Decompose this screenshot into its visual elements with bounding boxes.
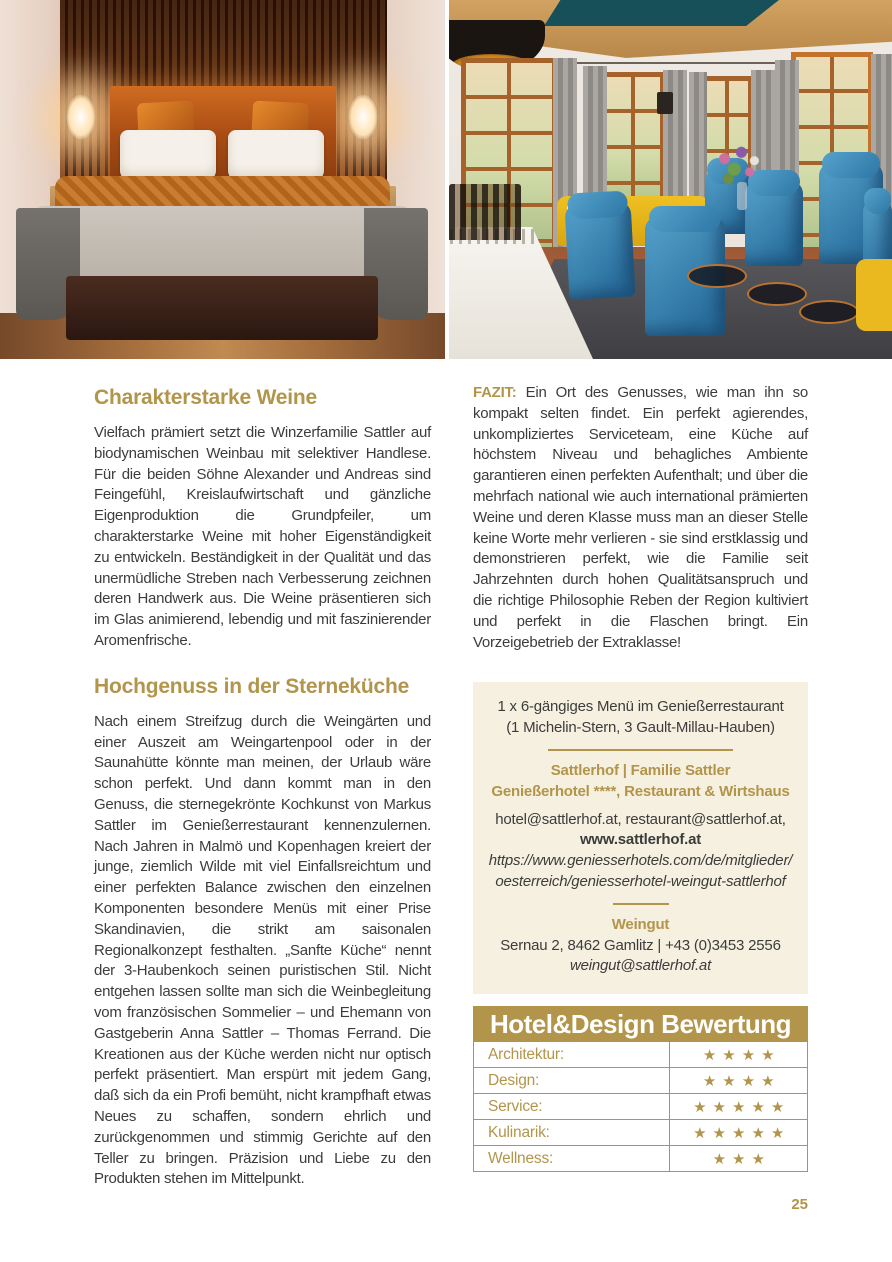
rating-category-label: Service:: [474, 1094, 670, 1119]
menu-offer-detail: (1 Michelin-Stern, 3 Gault-Millau-Hauben): [506, 719, 775, 737]
bedroom-wall-lamp-left: [66, 94, 96, 140]
info-box: [473, 682, 808, 994]
weingut-email-link[interactable]: weingut@sattlerhof.at: [569, 957, 712, 975]
bedroom-bed-base: [66, 276, 378, 340]
bedroom-pillow-left: [120, 130, 216, 182]
hotel-subtitle: Genießerhotel ****, Restaurant & Wirtshaus: [491, 782, 790, 800]
lounge-flower-bouquet: [715, 146, 763, 188]
hotel-name: Sattlerhof | Familie Sattler: [550, 761, 731, 779]
fazit-text: Ein Ort des Genusses, wie man ihn so kompakt selten findet. Ein perfekt agierendes, unkompliziertes Serviceteam, eine Küche auf höchstem Niveau und behagliches Ambiente garantieren einen perfekten Aufenthalt; und über die mehrfach national wie auch international prämierten Weine und deren Klasse muss man an dieser Stelle keine Worte mehr verlieren - sie sind erstklassig und demonstrieren perfekt, wie die Familie seit Jahrzehnten durch hohen Qualitätsanspruch und die richtige Philosophie Reben der Region kultiviert und perfekt in die Flaschen bringt. Ein Vorzeigebetrieb der Extraklasse!: [473, 384, 808, 651]
gold-divider: [613, 903, 669, 905]
rating-category-label: Architektur:: [474, 1042, 670, 1067]
lounge-bottle-bar: [449, 184, 521, 240]
article-left-column: [94, 386, 431, 1190]
gold-divider: [548, 749, 733, 751]
bedroom-pillow-right: [228, 130, 324, 182]
lounge-coffee-table: [747, 282, 807, 306]
rating-stars: ★★★★★: [693, 1098, 791, 1116]
fazit-label: FAZIT:: [473, 384, 517, 401]
fazit-paragraph: [473, 383, 808, 653]
rating-table-title: Hotel&Design Bewertung: [473, 1006, 808, 1042]
lounge-wall-lamp: [657, 92, 673, 114]
rating-stars: ★★★★: [702, 1072, 781, 1090]
rating-row: [474, 1145, 807, 1171]
weingut-label: Weingut: [611, 915, 670, 933]
article-right-column: [473, 383, 808, 1172]
lounge-photo: [449, 0, 892, 359]
bedroom-photo: [0, 0, 445, 359]
rating-stars: ★★★★★: [693, 1124, 791, 1142]
rating-row: [474, 1042, 807, 1067]
bedroom-wall-lamp-right: [348, 94, 378, 140]
rating-category-label: Kulinarik:: [474, 1120, 670, 1145]
rating-category-label: Wellness:: [474, 1146, 670, 1171]
section-body-wines: Vielfach prämiert setzt die Winzerfamilie Sattler auf biodynamischen Weinbau mit selektiver Handlese. Für die beiden Söhne Alexander und Andreas sind Feingefühl, Kreislaufwirtschaft und gänzliche Eigenproduktion die Grundpfeiler, um charakterstarke Weine mit hoher Eigenständigkeit zu entwickeln. Beständigkeit in der Qualität und das unermüdliche Streben nach Verbesserung zeichnen deren Handwerk aus. Die Weine präsentieren sich im Glas animierend, lebendig und mit faszinierender Aromenfrische.: [94, 424, 431, 649]
lounge-blue-armchair: [745, 180, 803, 266]
lounge-teal-ceiling-panel: [544, 0, 779, 26]
lounge-coffee-table: [799, 300, 859, 324]
rating-table-body: [473, 1042, 808, 1172]
rating-stars: ★★★★: [702, 1046, 781, 1064]
menu-offer-line: 1 x 6-gängiges Menü im Genießerrestaurant: [497, 698, 784, 716]
rating-row: [474, 1119, 807, 1145]
rating-row: [474, 1093, 807, 1119]
section-body-cuisine: Nach einem Streifzug durch die Weingärten und einer Auszeit am Weingartenpool oder in der Saunahütte könnte man meinen, der Urlaub wäre schon perfekt. Und dann kommt man in den Genuss, die sternegekrönte Kochkunst von Markus Sattler im Genießerrestaurant kennenzulernen. Nach Jahren in Malmö und Kopenhagen kreiert der junge, ziemlich Wilde mit viel Einfallsreichtum und einer perfekten Balance zwischen den einzelnen Komponenten besondere Menüs mit einer Prise Skandinavien, die strikt am saisonalen Regionalkonzept festhalten. „Sanfte Küche“ nennt der 3-Haubenkoch seinen puristischen Stil. Nicht entgehen lassen sollte man sich die Weinbegleitung vom französischen Sommelier – und Ehemann von Gastgeberin Anna Sattler – Thomas Ferrand. Die Kreationen aus der Küche werden nicht nur optisch perfekt präsentiert. Man erspürt mit jedem Gang, daß sich da ein Profi bemüht, nicht krampfhaft etwas Neues zu schaffen, sondern ehrlich und zurückgenommen und stimmig Gerichte auf den Teller zu bringen. Präzision und Liebe zu den Produkten stehen im Mittelpunkt.: [94, 712, 431, 1188]
lounge-yellow-pouf: [856, 259, 892, 331]
section-heading-cuisine: Hochgenuss in der Sterneküche: [94, 674, 410, 698]
rating-table: [473, 1006, 808, 1172]
portal-url-line1[interactable]: https://www.geniesserhotels.com/de/mitglieder/: [488, 852, 793, 870]
rating-stars: ★★★: [712, 1150, 771, 1168]
hotel-email-links[interactable]: hotel@sattlerhof.at, restaurant@sattlerhof.at,: [495, 810, 786, 828]
lounge-coffee-table: [687, 264, 747, 288]
lounge-blue-armchair: [565, 200, 636, 299]
weingut-address: Sernau 2, 8462 Gamlitz | +43 (0)3453 2556: [500, 936, 781, 954]
hotel-website-link[interactable]: www.sattlerhof.at: [579, 831, 702, 849]
portal-url-line2[interactable]: oesterreich/geniesserhotel-weingut-sattlerhof: [495, 872, 786, 890]
rating-row: [474, 1067, 807, 1093]
rating-category-label: Design:: [474, 1068, 670, 1093]
page-number: 25: [791, 1196, 808, 1213]
section-heading-wines: Charakterstarke Weine: [94, 386, 318, 409]
